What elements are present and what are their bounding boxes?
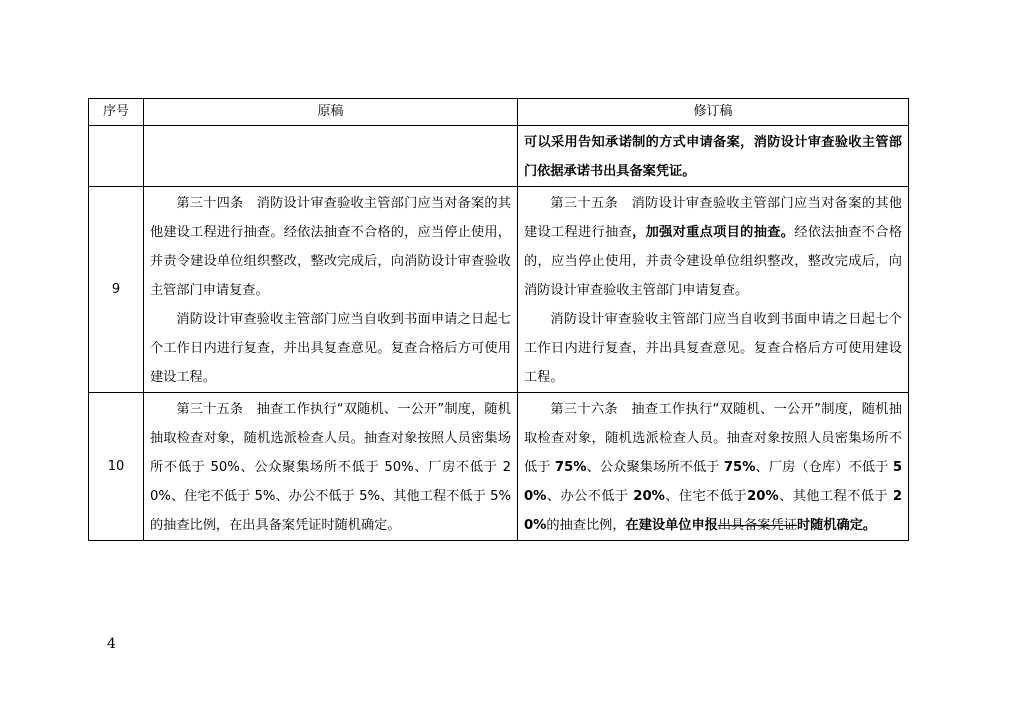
header-seq: 序号 (89, 99, 144, 126)
revised-insertion: 20% (524, 489, 902, 533)
row-number: 9 (89, 187, 144, 393)
header-row (89, 99, 909, 126)
revised-insertion: ，加强对重点项目的抽查。 (632, 225, 795, 240)
revised-insertion: 在建设单位申报 (625, 518, 718, 533)
original-paragraph: 第三十四条 消防设计审查验收主管部门应当对备案的其他建设工程进行抽查。经依法抽查不合格的，应当停止使用，并责令建设单位组织整改，整改完成后，向消防设计审查验收主管部门申请复查。 (150, 196, 511, 298)
revision-table (88, 98, 909, 541)
revised-insertion: 20% (747, 489, 779, 504)
revised-insertion: 时随机确定。 (796, 518, 877, 533)
table-row (89, 393, 909, 541)
revised-insertion: 20% (633, 489, 665, 504)
revised-text: 、办公不低于 (546, 489, 634, 504)
revised-text: 、住宅不低于 (664, 489, 748, 504)
revised-cell (518, 126, 909, 187)
revised-paragraph: 消防设计审查验收主管部门应当自收到书面申请之日起七个工作日内进行复查，并出具复查意见。复查合格后方可使用建设工程。 (524, 312, 902, 385)
original-paragraph: 消防设计审查验收主管部门应当自收到书面申请之日起七个工作日内进行复查，并出具复查意见。复查合格后方可使用建设工程。 (150, 312, 511, 385)
row-number: 10 (89, 393, 144, 541)
header-revised: 修订稿 (518, 99, 909, 126)
revised-cell (518, 187, 909, 393)
page-number: 4 (107, 636, 116, 652)
revised-insertion: 50% (524, 460, 902, 504)
revised-paragraph (524, 189, 902, 305)
revised-text: 、其他工程不低于 (778, 489, 893, 504)
revised-paragraph (524, 395, 902, 540)
revised-insertion: 75% (723, 460, 756, 475)
revised-text: 可以采用告知承诺制的方式申请备案，消防设计审查验收主管部门依据承诺书出具备案凭证。 (524, 135, 902, 179)
table-row (89, 126, 909, 187)
original-paragraph: 第三十五条 抽查工作执行“双随机、一公开”制度，随机抽取检查对象，随机选派检查人员。抽查对象按照人员密集场所不低于 50%、公众聚集场所不低于 50%、厂房不低于 20%、住宅不低于 5%、办公不低于 5%、其他工程不低于 5%的抽查比例，在出具备案凭证时随机确定。 (150, 402, 511, 533)
original-cell (144, 187, 518, 393)
original-cell (144, 393, 518, 541)
revised-text: 经依法抽查不合格的，应当停止使用，并责令建设单位组织整改，整改完成后，向消防设计审查验收主管部门申请复查。 (524, 225, 903, 298)
revised-text: 的抽查比例， (546, 518, 626, 533)
revised-text: 第三十六条 抽查工作执行“双随机、一公开”制度，随机抽取检查对象，随机选派检查人员。抽查对象按照人员密集场所不低于 (524, 402, 902, 475)
revised-cell (518, 393, 909, 541)
revised-text: 、公众聚集场所不低于 (586, 460, 724, 475)
revised-deletion: 出具备案凭证 (717, 518, 797, 533)
table-row (89, 187, 909, 393)
original-cell (144, 126, 518, 187)
revised-insertion: 75% (554, 460, 587, 475)
row-number (89, 126, 144, 187)
header-original: 原稿 (144, 99, 518, 126)
revised-text: 第三十五条 消防设计审查验收主管部门应当对备案的其他建设工程进行抽查 (524, 196, 902, 240)
revised-text: 、厂房（仓库）不低于 (755, 460, 893, 475)
